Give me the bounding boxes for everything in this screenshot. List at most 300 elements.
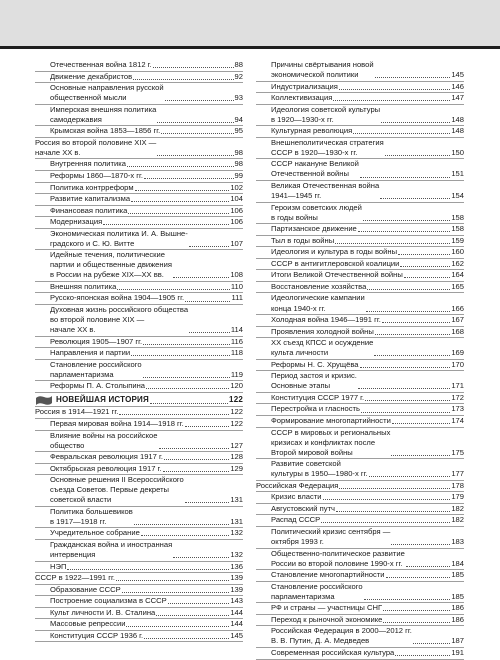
toc-entry[interactable] — [256, 459, 464, 481]
toc-page-number: 172 — [451, 392, 464, 402]
toc-entry[interactable] — [35, 60, 243, 72]
dot-leader — [127, 165, 234, 167]
toc-entry-title: Модернизация — [50, 217, 103, 227]
toc-entry-title: Августовский путч — [271, 503, 335, 513]
toc-entry[interactable] — [35, 171, 243, 183]
toc-entry[interactable] — [35, 337, 243, 349]
toc-entry-title: Россия во второй половине XIX — начале XX в. — [35, 137, 157, 157]
toc-entry[interactable] — [256, 492, 464, 504]
toc-page-number: 186 — [451, 603, 464, 613]
dot-leader — [395, 654, 450, 656]
toc-entry[interactable] — [256, 60, 464, 82]
dot-leader — [375, 76, 451, 78]
toc-entry-title: Политика большевиков в 1917—1918 гг. — [50, 506, 133, 526]
toc-entry-title: Идейные течения, политические партии и общественные движения в России на рубеже XIX—XX вв. — [50, 250, 172, 280]
dot-leader — [146, 387, 229, 389]
toc-page-number: 162 — [451, 258, 464, 268]
toc-page-number: 147 — [451, 93, 464, 103]
dot-leader — [128, 212, 229, 214]
toc-entry[interactable] — [256, 126, 464, 138]
dot-leader — [159, 447, 230, 449]
dot-leader — [380, 197, 450, 199]
toc-entry-title: Становление многопартийности — [271, 570, 385, 580]
toc-entry[interactable] — [35, 464, 243, 476]
toc-entry[interactable] — [256, 570, 464, 582]
toc-page-number: 164 — [451, 270, 464, 280]
toc-page-number: 106 — [230, 217, 243, 227]
toc-entry-title: Идеология советской культуры в 1920—1930-х гг. — [271, 104, 381, 124]
toc-entry-title: Крымская война 1853—1856 гг. — [50, 126, 161, 136]
toc-entry[interactable] — [35, 360, 243, 382]
toc-entry[interactable] — [256, 82, 464, 94]
dot-leader — [131, 354, 230, 356]
dot-leader — [404, 276, 451, 278]
toc-entry[interactable] — [35, 72, 243, 84]
toc-entry-title: Февральская революция 1917 г. — [50, 452, 163, 462]
toc-entry[interactable] — [256, 404, 464, 416]
toc-page-number: 185 — [451, 570, 464, 580]
toc-entry[interactable] — [35, 585, 243, 597]
dot-leader — [117, 288, 230, 290]
toc-entry[interactable] — [35, 419, 243, 431]
toc-entry-title: Гражданская война и иностранная интервенция — [50, 539, 173, 560]
top-header-band — [0, 0, 500, 49]
toc-page-number: 166 — [451, 303, 464, 313]
toc-entry-title: Направления и партии — [50, 348, 131, 358]
toc-entry-title: Итоги Великой Отечественной войны — [271, 270, 403, 280]
toc-page-number: 146 — [451, 81, 464, 91]
toc-entry[interactable] — [35, 431, 243, 453]
toc-entry[interactable] — [35, 305, 243, 337]
dot-leader — [185, 300, 230, 302]
toc-entry-title: Холодная война 1946—1991 гг. — [271, 315, 381, 325]
toc-entry-title: Политика контрреформ — [50, 182, 134, 192]
toc-entry-title: Перестройка и гласность — [271, 404, 360, 414]
dot-leader — [126, 625, 229, 627]
dot-leader — [157, 154, 233, 156]
toc-entry-title: Имперская внешняя политика самодержавия — [50, 104, 157, 124]
toc-entry[interactable] — [35, 348, 243, 360]
toc-entry-title: СССР в мировых и региональных кризисах и конфликтах после Второй мировой войны — [271, 427, 391, 457]
toc-entry-title: НЭП — [50, 561, 67, 571]
toc-entry[interactable] — [256, 428, 464, 460]
toc-page-number: 116 — [230, 336, 243, 346]
dot-leader — [143, 376, 230, 378]
toc-page-number: 171 — [451, 381, 464, 391]
toc-entry[interactable] — [35, 608, 243, 620]
toc-entry-title: Революция 1905—1907 гг. — [50, 336, 143, 346]
toc-entry-title: РФ и страны — участницы СНГ — [271, 603, 383, 613]
toc-entry[interactable] — [256, 247, 464, 259]
toc-page-number: 122 — [229, 394, 243, 404]
toc-page-number: 122 — [230, 407, 243, 417]
toc-page-number: 139 — [230, 584, 243, 594]
toc-entry[interactable] — [35, 250, 243, 282]
dot-leader — [133, 78, 233, 80]
dot-leader — [339, 88, 450, 90]
toc-page-number: 191 — [451, 647, 464, 657]
toc-page-number: 179 — [451, 492, 464, 502]
dot-leader — [189, 331, 230, 333]
toc-page-number: 165 — [451, 281, 464, 291]
toc-entry[interactable] — [256, 648, 464, 660]
toc-page-number: 148 — [451, 114, 464, 124]
dot-leader — [165, 99, 234, 101]
toc-entry-title: Период застоя и кризис. Основные этапы — [271, 371, 357, 391]
dot-leader — [381, 121, 450, 123]
toc-page-number: 158 — [451, 224, 464, 234]
dot-leader — [398, 253, 450, 255]
dot-leader — [135, 189, 230, 191]
toc-entry[interactable] — [35, 282, 243, 294]
dot-leader — [383, 609, 450, 611]
toc-entry-title: Образование СССР — [50, 584, 121, 594]
toc-page-number: 168 — [451, 326, 464, 336]
toc-page-number: 143 — [230, 596, 243, 606]
toc-page-number: 93 — [234, 93, 243, 103]
toc-page-number: 183 — [451, 537, 464, 547]
toc-entry[interactable] — [35, 631, 243, 643]
dot-leader — [119, 413, 229, 415]
toc-entry-title: Массовые репрессии — [50, 619, 126, 629]
toc-entry-title: Экономическая политика И. А. Вышне- градского и С. Ю. Витте — [50, 228, 188, 248]
toc-entry-title: НОВЕЙШАЯ ИСТОРИЯ — [56, 394, 149, 404]
toc-entry[interactable] — [35, 452, 243, 464]
toc-entry-title: СССР в антигитлеровской коалиции — [271, 258, 400, 268]
dot-leader — [323, 498, 451, 500]
toc-entry[interactable] — [35, 183, 243, 195]
toc-entry-title: Современная российская культура — [271, 647, 395, 657]
toc-entry-title: Становление российского парламентаризма — [50, 359, 142, 379]
dot-leader — [321, 521, 450, 523]
toc-page-number: 167 — [451, 315, 464, 325]
toc-page-number: 136 — [230, 561, 243, 571]
toc-entry-title: Идеологические кампании конца 1940-х гг. — [271, 293, 365, 313]
toc-entry[interactable] — [35, 83, 243, 105]
toc-page-number: 127 — [230, 440, 243, 450]
toc-entry[interactable] — [256, 527, 464, 549]
dot-leader — [375, 333, 451, 335]
dot-leader — [103, 223, 229, 225]
toc-page-number: 184 — [451, 558, 464, 568]
toc-entry[interactable] — [256, 360, 464, 372]
toc-entry[interactable] — [35, 217, 243, 229]
section-banner[interactable] — [35, 393, 243, 408]
toc-entry[interactable] — [35, 562, 243, 574]
toc-entry[interactable] — [256, 181, 464, 203]
toc-entry[interactable] — [256, 393, 464, 405]
toc-entry[interactable] — [35, 194, 243, 206]
toc-column-left — [35, 60, 243, 642]
toc-page-number: 131 — [230, 516, 243, 526]
toc-entry-title: Индустриализация — [271, 81, 338, 91]
dot-leader — [364, 598, 451, 600]
dot-leader — [164, 458, 229, 460]
toc-page-number: 159 — [451, 235, 464, 245]
dot-leader — [406, 565, 451, 567]
toc-entry[interactable] — [256, 515, 464, 527]
dot-leader — [360, 366, 451, 368]
toc-entry-title: Коллективизация — [271, 93, 333, 103]
toc-entry-title: Движение декабристов — [50, 71, 133, 81]
toc-entry-title: Учредительное собрание — [50, 528, 140, 538]
dot-leader — [363, 219, 450, 221]
dot-leader — [335, 242, 450, 244]
toc-entry-title: Переход к рыночной экономике — [271, 614, 383, 624]
dot-leader — [385, 154, 451, 156]
toc-page-number: 158 — [451, 212, 464, 222]
toc-entry[interactable] — [256, 259, 464, 271]
dot-leader — [185, 425, 230, 427]
toc-entry-title: Проявления холодной войны — [271, 326, 374, 336]
dot-leader — [189, 245, 230, 247]
toc-page-number: 177 — [451, 469, 464, 479]
dot-leader — [413, 642, 450, 644]
toc-page-number: 107 — [230, 238, 243, 248]
dot-leader — [361, 411, 450, 413]
toc-entry[interactable] — [35, 105, 243, 127]
toc-page-number: 94 — [234, 114, 243, 124]
toc-entry[interactable] — [256, 615, 464, 627]
toc-page-number: 99 — [234, 170, 243, 180]
dot-leader — [163, 470, 230, 472]
dot-leader — [358, 387, 450, 389]
toc-entry-title: Героизм советских людей в годы войны — [271, 202, 362, 222]
toc-page-number: 92 — [234, 71, 243, 81]
toc-entry[interactable] — [256, 105, 464, 127]
toc-page-number: 102 — [230, 182, 243, 192]
toc-entry[interactable] — [35, 229, 243, 251]
dot-leader — [353, 132, 450, 134]
dot-leader — [116, 579, 229, 581]
toc-entry-title: Кризис власти — [271, 492, 322, 502]
toc-entry-title: Развитие советской культуры в 1950—1980-х гг. — [271, 459, 368, 479]
toc-page-number: 160 — [451, 247, 464, 257]
toc-page-number: 144 — [230, 619, 243, 629]
toc-page-number: 148 — [451, 126, 464, 136]
dot-leader — [391, 543, 450, 545]
toc-entry[interactable] — [35, 619, 243, 631]
toc-chapter[interactable] — [35, 138, 243, 160]
toc-page-number: 170 — [451, 359, 464, 369]
dot-leader — [392, 422, 451, 424]
toc-page-number: 108 — [230, 270, 243, 280]
toc-page-number: 118 — [230, 348, 243, 358]
dot-leader — [366, 310, 451, 312]
toc-page-number: 151 — [451, 169, 464, 179]
dot-leader — [369, 475, 451, 477]
toc-entry[interactable] — [35, 596, 243, 608]
toc-entry-title: Реформы П. А. Столыпина — [50, 381, 145, 391]
toc-entry-title: Финансовая политика — [50, 205, 128, 215]
toc-entry[interactable] — [35, 293, 243, 305]
toc-page-number: 186 — [451, 614, 464, 624]
dot-leader — [360, 176, 450, 178]
toc-page-number: 187 — [451, 636, 464, 646]
dot-leader — [144, 177, 234, 179]
toc-page-number: 132 — [230, 550, 243, 560]
toc-page-number: 131 — [230, 495, 243, 505]
toc-entry-title: Культурная революция — [271, 126, 353, 136]
toc-page-number: 185 — [451, 591, 464, 601]
toc-entry[interactable] — [256, 549, 464, 571]
toc-entry-title: Великая Отечественная война 1941—1945 гг. — [271, 181, 380, 201]
toc-entry-title: Распад СССР — [271, 515, 321, 525]
toc-entry[interactable] — [35, 381, 243, 393]
toc-page-number: 144 — [230, 607, 243, 617]
toc-entry-title: Внешняя политика — [50, 281, 117, 291]
dot-leader — [358, 230, 451, 232]
dot-leader — [173, 276, 229, 278]
toc-entry[interactable] — [256, 371, 464, 393]
toc-entry[interactable] — [256, 293, 464, 315]
dot-leader — [161, 132, 233, 134]
toc-entry[interactable] — [256, 338, 464, 360]
toc-chapter[interactable] — [35, 407, 243, 419]
toc-entry-title: Партизанское движение — [271, 224, 357, 234]
dot-leader — [339, 487, 450, 489]
toc-entry-title: Тыл в годы войны — [271, 235, 335, 245]
toc-page-number: 175 — [451, 447, 464, 457]
toc-entry-title: Построение социализма в СССР — [50, 596, 167, 606]
toc-page-number: 128 — [230, 452, 243, 462]
dot-leader — [391, 454, 450, 456]
dot-leader — [143, 343, 230, 345]
toc-entry[interactable] — [256, 504, 464, 516]
dot-leader — [367, 288, 450, 290]
toc-entry-title: Октябрьская революция 1917 г. — [50, 463, 162, 473]
toc-entry-title: Общественно-политическое развитие России во второй половине 1990-х гг. — [271, 548, 405, 568]
toc-entry-title: Причины свёртывания новой экономической политики — [271, 60, 374, 80]
dot-leader — [185, 501, 230, 503]
toc-column-right — [256, 60, 464, 660]
toc-entry[interactable] — [256, 159, 464, 181]
dot-leader — [382, 321, 450, 323]
toc-entry[interactable] — [256, 138, 464, 160]
toc-entry-title: XX съезд КПСС и осуждение культа личности — [271, 338, 374, 358]
toc-entry[interactable] — [256, 327, 464, 339]
toc-page-number: 88 — [234, 60, 243, 69]
toc-entry[interactable] — [256, 626, 464, 648]
toc-page-number: 182 — [451, 515, 464, 525]
toc-page-number: 129 — [230, 463, 243, 473]
dot-leader — [153, 66, 234, 68]
toc-page-number: 119 — [230, 369, 243, 379]
scroll-banner-icon — [35, 395, 53, 406]
toc-entry-title: Конституция СССР 1936 г. — [50, 630, 144, 640]
toc-page-number: 132 — [230, 528, 243, 538]
toc-entry-title: Основные решения II Всероссийского съезда Советов. Первые декреты советской власти — [50, 475, 184, 505]
dot-leader — [365, 399, 450, 401]
toc-entry-title: Внешнеполитическая стратегия СССР в 1920—1930-х гг. — [271, 137, 384, 157]
dot-leader — [173, 556, 229, 558]
dot-leader — [336, 510, 450, 512]
dot-leader — [141, 534, 230, 536]
toc-entry-title: Влияние войны на российское общество — [50, 430, 158, 450]
dot-leader — [383, 621, 450, 623]
dot-leader — [386, 576, 451, 578]
dot-leader — [400, 265, 450, 267]
toc-entry[interactable] — [256, 224, 464, 236]
toc-entry-title: СССР накануне Великой Отечественной войны — [271, 159, 359, 179]
toc-page-number: 98 — [234, 147, 243, 157]
toc-entry[interactable] — [256, 315, 464, 327]
toc-page-number: 98 — [234, 159, 243, 169]
toc-entry-title: Внутренняя политика — [50, 159, 126, 169]
toc-page-number: 122 — [230, 418, 243, 428]
toc-page-number: 150 — [451, 147, 464, 157]
toc-entry-title: Конституция СССР 1977 г. — [271, 392, 365, 402]
dot-leader — [150, 402, 228, 404]
toc-entry[interactable] — [256, 203, 464, 225]
toc-page-number: 145 — [230, 630, 243, 640]
toc-entry-title: Развитие капитализма — [50, 194, 131, 204]
toc-page-number: 111 — [231, 293, 243, 303]
toc-entry-title: Основные направления русской общественной мысли — [50, 83, 164, 103]
toc-entry-title: Культ личности И. В. Сталина — [50, 607, 156, 617]
toc-chapter[interactable] — [256, 481, 464, 493]
toc-entry-title: Российская Федерация в 2000—2012 гг. В. В. Путин, Д. А. Медведев — [271, 626, 412, 646]
toc-entry[interactable] — [35, 475, 243, 507]
toc-entry[interactable] — [35, 159, 243, 171]
toc-entry[interactable] — [256, 282, 464, 294]
toc-page-number: 173 — [451, 404, 464, 414]
toc-page-number: 139 — [230, 573, 243, 583]
dot-leader — [144, 637, 229, 639]
toc-entry[interactable] — [35, 126, 243, 138]
toc-entry-title: СССР в 1922—1991 гг. — [35, 573, 115, 583]
toc-entry-title: Идеология и культура в годы войны — [271, 247, 398, 257]
toc-page-number: 106 — [230, 205, 243, 215]
toc-entry[interactable] — [256, 93, 464, 105]
toc-entry-title: Российская Федерация — [256, 480, 339, 490]
toc-page-number: 120 — [230, 381, 243, 391]
toc-entry[interactable] — [256, 236, 464, 248]
toc-page-number: 104 — [230, 194, 243, 204]
toc-entry-title: Реформы Н. С. Хрущёва — [271, 359, 359, 369]
toc-page-number: 95 — [234, 126, 243, 136]
toc-entry-title: Становление российского парламентаризма — [271, 581, 363, 601]
toc-entry[interactable] — [35, 540, 243, 562]
toc-entry[interactable] — [35, 528, 243, 540]
toc-entry[interactable] — [256, 603, 464, 615]
dot-leader — [131, 200, 229, 202]
toc-entry[interactable] — [256, 416, 464, 428]
toc-entry-title: Первая мировая война 1914—1918 гг. — [50, 418, 184, 428]
toc-entry-title: Формирование многопартийности — [271, 416, 391, 425]
dot-leader — [333, 99, 450, 101]
toc-entry-title: Восстановление хозяйства — [271, 281, 367, 291]
toc-entry-title: Политический кризис сентября — октября 1993 г. — [271, 526, 391, 547]
toc-page-number: 154 — [451, 191, 464, 201]
toc-page-number: 114 — [230, 325, 243, 335]
toc-chapter[interactable] — [35, 573, 243, 585]
toc-entry[interactable] — [35, 507, 243, 529]
dot-leader — [67, 568, 229, 570]
dot-leader — [168, 602, 230, 604]
toc-entry[interactable] — [256, 582, 464, 604]
toc-entry-title: Россия в 1914—1921 гг. — [35, 407, 119, 417]
toc-page-number: 182 — [451, 503, 464, 513]
dot-leader — [374, 354, 450, 356]
toc-page-number: 178 — [451, 480, 464, 490]
toc-entry[interactable] — [256, 270, 464, 282]
dot-leader — [156, 614, 229, 616]
dot-leader — [122, 591, 230, 593]
toc-entry[interactable] — [35, 206, 243, 218]
toc-page-number: 169 — [451, 348, 464, 358]
toc-page-number: 174 — [451, 416, 464, 425]
